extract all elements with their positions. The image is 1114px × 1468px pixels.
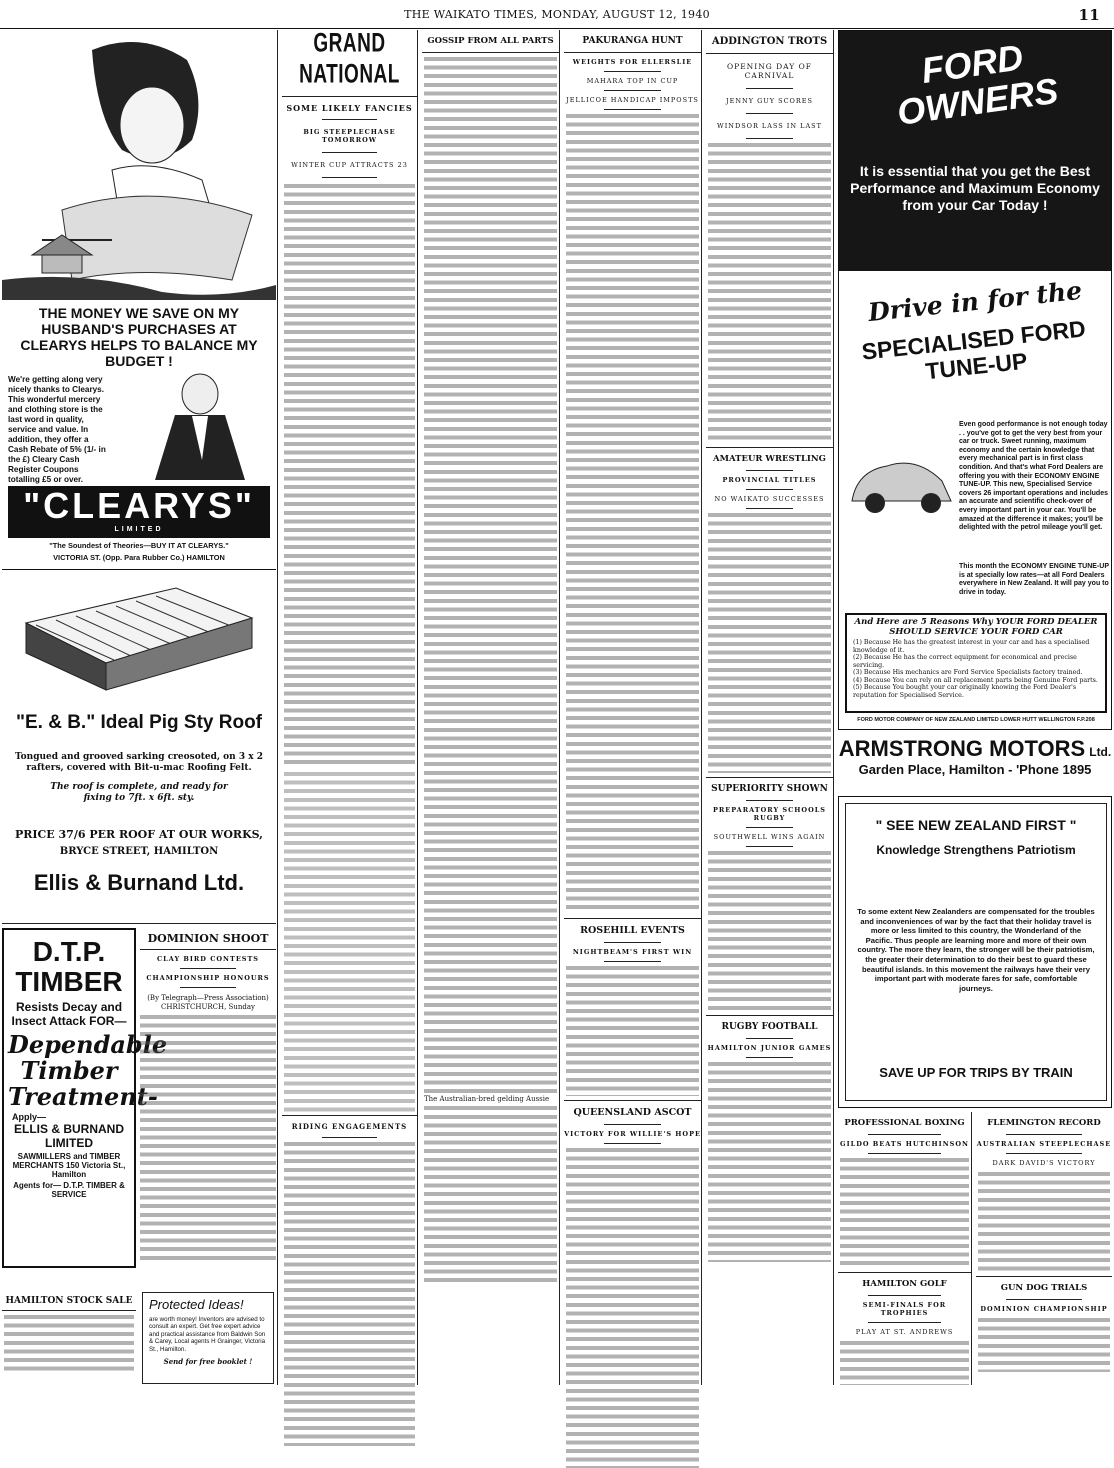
dtp-l4: Dependable Timber Treatment-: [8, 1030, 168, 1111]
ford-reason-5: (5) Because You bought your car originally knowing the Ford Dealer's reputation for Specialised Service.: [853, 684, 1077, 699]
page-number: 11: [1078, 6, 1100, 24]
protected-ideas-title: Protected Ideas!: [149, 1297, 244, 1312]
wrestling-h2: NO WAIKATO SUCCESSES: [714, 495, 825, 503]
protected-ideas-ad: [142, 1292, 274, 1384]
ford-reasons-title: And Here are 5 Reasons Why YOUR FORD DEALER SHOULD SERVICE YOUR FORD CAR: [854, 617, 1098, 637]
ford-reason-4: (4) Because You can rely on all replacement parts being Genuine Ford parts.: [853, 676, 1098, 684]
ford-reason-1: (1) Because He has the greatest interest in your car and has a specialised knowledge of it.: [853, 639, 1090, 654]
gundog-title: GUN DOG TRIALS: [1000, 1283, 1088, 1293]
ford-ad: [838, 30, 1112, 730]
boxing-golf-col: [838, 1112, 972, 1385]
rugby-title: RUGBY FOOTBALL: [721, 1022, 818, 1032]
column-ads-right: [838, 30, 1114, 1385]
protected-ideas-footer: Send for free booklet !: [163, 1357, 253, 1367]
dtp-sub: SAWMILLERS and TIMBER MERCHANTS 150 Victoria St., Hamilton: [12, 1152, 126, 1179]
riding-engagements-heading: RIDING ENGAGEMENTS: [291, 1122, 408, 1131]
clearys-body: We're getting along very nicely thanks to Clearys. This wonderful mercery and clothing store is the last word in quality, service and value. In addition, they offer a Cash Rebate of 5% (1/- in the £) Cleary Cash Register Coupons totalling £5 or over.: [8, 375, 106, 484]
see-nz-title: " SEE NEW ZEALAND FIRST ": [875, 817, 1077, 833]
dtp-l3: Resists Decay and Insect Attack FOR—: [11, 1000, 127, 1028]
pig-sty-line2: The roof is complete, and ready for fixing to 7ft. x 6ft. sty.: [50, 782, 228, 803]
clearys-logo-sub: LIMITED: [114, 526, 164, 533]
hamilton-stock-article: [2, 1292, 136, 1384]
gossip-title: GOSSIP FROM ALL PARTS: [427, 36, 554, 46]
rugby-h1: HAMILTON JUNIOR GAMES: [707, 1044, 832, 1052]
addington-h2: JENNY GUY SCORES: [726, 97, 813, 105]
clearys-logo: "CLEARYS": [23, 485, 255, 526]
addington-h3: WINDSOR LASS IN LAST: [717, 122, 822, 130]
dominion-shoot-h2: CHAMPIONSHIP HONOURS: [146, 974, 270, 982]
grand-national-h3: WINTER CUP ATTRACTS 23: [291, 161, 408, 169]
golf-h2: PLAY AT ST. ANDREWS: [855, 1328, 954, 1336]
column-addington: [706, 30, 834, 1385]
grand-national-h1: SOME LIKELY FANCIES: [286, 103, 413, 113]
ford-big-headline: SPECIALISED FORD TUNE-UP: [860, 315, 1087, 385]
ford-script: Drive in for the: [866, 275, 1084, 328]
superiority-h2: SOUTHWELL WINS AGAIN: [713, 833, 826, 841]
see-nz-sub: Knowledge Strengthens Patriotism: [876, 843, 1076, 857]
protected-ideas-body: are worth money! Inventors are advised to consult an expert. Get free expert advice and practical assistance from Baldwin Son & Carey, Local agents H Grainger, Victoria St., Hamilton.: [149, 1316, 266, 1353]
pig-sty-price: PRICE 37/6 PER ROOF AT OUR WORKS,: [14, 828, 264, 841]
golf-title: HAMILTON GOLF: [862, 1279, 947, 1289]
woman-with-scales-illustration: [2, 30, 276, 300]
dominion-shoot-title: DOMINION SHOOT: [147, 932, 269, 945]
armstrong-motors-ad: [838, 736, 1112, 792]
pakuranga-h1: WEIGHTS FOR ELLERSLIE: [572, 58, 693, 66]
dtp-apply: Apply—: [12, 1112, 47, 1122]
addington-title: ADDINGTON TROTS: [711, 36, 828, 47]
armstrong-address: Garden Place, Hamilton - 'Phone 1895: [858, 762, 1092, 777]
ford-reason-2: (2) Because He has the correct equipment for economical and precise servicing.: [853, 654, 1077, 669]
ford-footer: FORD MOTOR COMPANY OF NEW ZEALAND LIMITED LOWER HUTT WELLINGTON F.P.208: [857, 717, 1095, 723]
dtp-l1: D.T.P.: [32, 936, 106, 967]
armstrong-ltd: Ltd.: [1089, 745, 1112, 759]
clearys-headline: THE MONEY WE SAVE ON MY HUSBAND'S PURCHASES AT CLEARYS HELPS TO BALANCE MY BUDGET !: [20, 305, 258, 369]
clearys-tagline: "The Soundest of Theories—BUY IT AT CLEARYS.": [49, 541, 229, 550]
queensland-h1: VICTORY FOR WILLIE'S HOPE: [564, 1130, 701, 1138]
superiority-title: SUPERIORITY SHOWN: [711, 784, 828, 794]
masthead-title: THE WAIKATO TIMES, MONDAY, AUGUST 12, 1940: [404, 8, 710, 21]
dominion-shoot-place: CHRISTCHURCH, Sunday: [161, 1003, 255, 1011]
dominion-shoot-h1: CLAY BIRD CONTESTS: [157, 955, 259, 963]
dtp-l2: TIMBER: [15, 966, 123, 997]
pig-sty-headline: "E. & B." Ideal Pig Sty Roof: [15, 712, 263, 733]
column-pakuranga: [564, 30, 702, 1385]
addington-h1: OPENING DAY OF CARNIVAL: [727, 62, 812, 80]
gossip-aussie-subline: The Australian-bred gelding Aussie: [424, 1095, 558, 1104]
wrestling-title: AMATEUR WRESTLING: [713, 454, 826, 464]
clearys-address: VICTORIA ST. (Opp. Para Rubber Co.) HAMILTON: [53, 553, 225, 562]
dominion-shoot-dateline: (By Telegraph—Press Association): [147, 994, 269, 1002]
pakuranga-h2: MAHARA TOP IN CUP: [586, 77, 679, 85]
ford-subheadline: It is essential that you get the Best Performance and Maximum Economy from your Car Today !: [850, 163, 1100, 213]
flemington-title: FLEMINGTON RECORD: [987, 1118, 1101, 1128]
flemington-h2: DARK DAVID'S VICTORY: [992, 1159, 1096, 1167]
hamilton-stock-title: HAMILTON STOCK SALE: [5, 1296, 133, 1306]
pig-sty-illustration: [16, 578, 262, 698]
flemington-h1: AUSTRALIAN STEEPLECHASE: [976, 1140, 1112, 1148]
ford-body: Even good performance is not enough today . . you've got to get the very best from your car or truck. Sweet running, maximum economy and the certain knowledge that every mechanical part is in first class condition. And that's what Ford Dealers are offering you with their ECONOMY ENGINE TUNE-UP. This new, Specialised Service covers 26 important operations and includes an accurate and scientific check-over of every important part in your car. You'll be amazed at the difference it makes; you'll be delighted with the petrol mileage you'll get.: [959, 421, 1108, 532]
golf-h1: SEMI-FINALS FOR TROPHIES: [862, 1301, 947, 1317]
pig-sty-ad: [2, 572, 276, 924]
column-grand-national: [282, 30, 418, 1385]
rosehill-h1: NIGHTBEAM'S FIRST WIN: [572, 948, 693, 956]
boxing-title: PROFESSIONAL BOXING: [844, 1118, 965, 1128]
dominion-shoot-article: [140, 928, 276, 1288]
gundog-h1: DOMINION CHAMPIONSHIP: [980, 1305, 1108, 1313]
ford-reason-3: (3) Because His mechanics are Ford Service Specialists factory trained.: [853, 669, 1083, 676]
see-nz-body: To some extent New Zealanders are compensated for the troubles and inconveniences of war by the fact that their holiday travel is more or less limited to this country, the Wonderland of the Pacific. Thus people are learning more and more of their own country. The more they learn, the stronger will be their patriotism, the greater their determination to do their best to guard these beautiful islands. In this movement the railways have their very important part with moderate fares for safe, comfortable journeys.: [857, 907, 1095, 993]
ford-headline: FORD OWNERS: [894, 36, 1061, 133]
queensland-title: QUEENSLAND ASCOT: [573, 1107, 692, 1118]
superiority-h1: PREPARATORY SCHOOLS RUGBY: [713, 806, 826, 822]
masthead: [0, 6, 1114, 28]
car-illustration: [847, 441, 955, 521]
dtp-firm: ELLIS & BURNAND LIMITED: [14, 1122, 124, 1150]
dtp-agents: Agents for— D.T.P. TIMBER & SERVICE: [13, 1181, 125, 1199]
pig-sty-line1: Tongued and grooved sarking creosoted, on 3 x 2 rafters, covered with Bit-u-mac Roofing Felt.: [15, 752, 263, 773]
boxing-h1: GILDO BEATS HUTCHINSON: [840, 1140, 969, 1148]
flemington-col: [976, 1112, 1112, 1385]
pakuranga-title: PAKURANGA HUNT: [582, 36, 683, 46]
man-in-suit-illustration: [120, 370, 272, 480]
column-gossip: [422, 30, 560, 1385]
ford-dark-panel: [839, 31, 1111, 271]
grand-national-h2: BIG STEEPLECHASE TOMORROW: [303, 128, 396, 144]
pig-sty-firm: Ellis & Burnand Ltd.: [33, 870, 245, 895]
clearys-logo-box: [8, 486, 270, 538]
rosehill-title: ROSEHILL EVENTS: [580, 925, 685, 936]
grand-national-title: GRAND NATIONAL: [299, 29, 400, 90]
column-ads-left: [2, 30, 278, 1385]
see-nz-first-ad: [838, 796, 1112, 1108]
wrestling-h1: PROVINCIAL TITLES: [722, 476, 817, 484]
pig-sty-street: BRYCE STREET, HAMILTON: [59, 846, 219, 857]
see-nz-footer: SAVE UP FOR TRIPS BY TRAIN: [879, 1065, 1073, 1080]
dtp-timber-ad: [2, 928, 168, 1268]
armstrong-name: ARMSTRONG MOTORS: [838, 736, 1086, 761]
clearys-ad: [2, 30, 276, 570]
ford-reasons-box: [845, 613, 1107, 713]
pakuranga-h3: JELLICOE HANDICAP IMPOSTS: [566, 96, 699, 104]
ford-body2: This month the ECONOMY ENGINE TUNE-UP is at specially low rates—at all Ford Dealers everywhere in New Zealand. It will pay you to drive in today.: [959, 563, 1109, 596]
